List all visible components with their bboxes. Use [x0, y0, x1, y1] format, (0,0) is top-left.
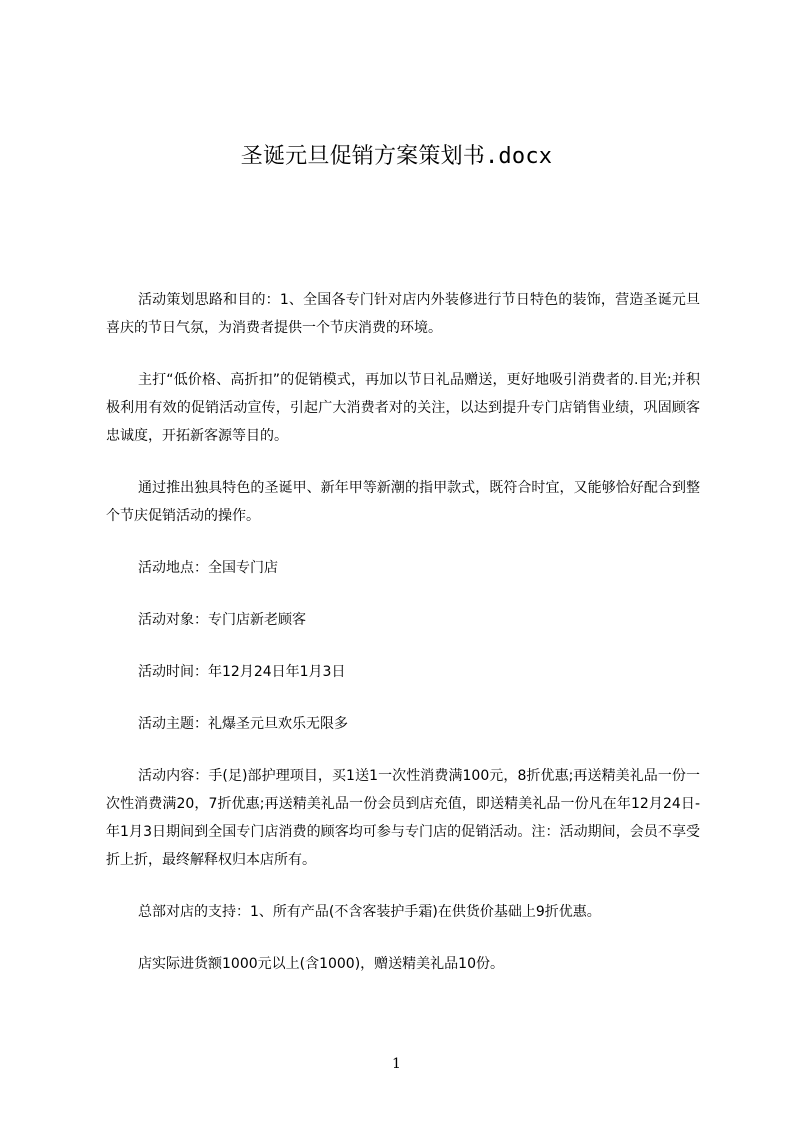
paragraph-location: 活动地点：全国专门店 — [138, 560, 278, 576]
paragraph-theme: 活动主题：礼爆圣元旦欢乐无限多 — [138, 716, 348, 732]
document-title: 圣诞元旦促销方案策划书.docx — [240, 144, 553, 169]
paragraph-headquarters-support: 总部对店的支持：1、所有产品(不含客装护手霜)在供货价基础上9折优惠。 — [138, 904, 601, 920]
paragraph-time: 活动时间：年12月24日年1月3日 — [138, 664, 346, 680]
paragraph-audience: 活动对象：专门店新老顾客 — [138, 612, 306, 628]
paragraph-nail-styles: 通过推出独具特色的圣诞甲、新年甲等新潮的指甲款式，既符合时宜，又能够恰好配合到整个节庆促销活动的操作。 — [106, 480, 700, 524]
paragraph-strategy: 活动策划思路和目的：1、全国各专门针对店内外装修进行节日特色的装饰，营造圣诞元旦喜庆的节日气氛，为消费者提供一个节庆消费的环境。 — [106, 292, 700, 336]
document-body — [106, 286, 700, 1002]
paragraph-content: 活动内容：手(足)部护理项目，买1送1一次性消费满100元，8折优惠;再送精美礼品一份一次性消费满20，7折优惠;再送精美礼品一份会员到店充值，即送精美礼品一份凡在年12月24日-年1月3日期间到全国专门店消费的顾客均可参与专门店的促销活动。注：活动期间，会员不享受折上折，最终解释权归本店所有。 — [106, 768, 700, 868]
paragraph-gift-threshold: 店实际进货额1000元以上(含1000)，赠送精美礼品10份。 — [138, 956, 504, 972]
paragraph-promotion-mode: 主打“低价格、高折扣”的促销模式，再加以节日礼品赠送，更好地吸引消费者的.目光;并积极利用有效的促销活动宣传，引起广大消费者对的关注，以达到提升专门店销售业绩，巩固顾客忠诚度，开拓新客源等目的。 — [106, 372, 700, 444]
page-number: 1 — [392, 1056, 401, 1072]
